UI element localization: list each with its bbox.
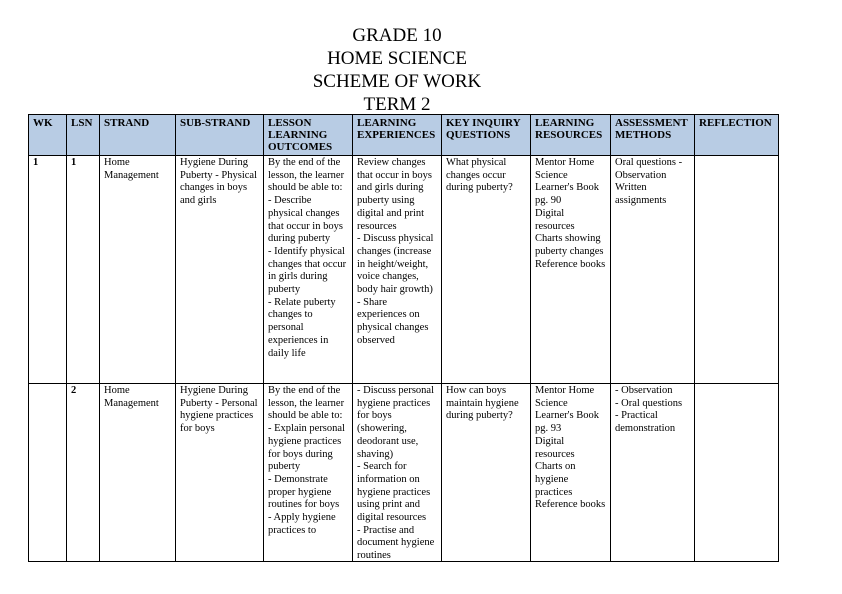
cell-reflection: [695, 384, 779, 562]
header-experiences: LEARNING EXPERIENCES: [353, 115, 442, 156]
header-sub-strand: SUB-STRAND: [176, 115, 264, 156]
cell-experiences: Review changes that occur in boys and girls during puberty using digital and print resources - Discuss physical changes (increase in height/weight, voice changes, body hair growth) - Share experiences on physical changes observed: [353, 156, 442, 384]
cell-questions: What physical changes occur during puberty?: [442, 156, 531, 384]
table-row: [29, 156, 779, 384]
outcomes-text: By the end of the lesson, the learner should be able to: - Explain personal hygiene practices for boys during puberty - Demonstrate proper hygiene routines for boys - Apply hygiene practices to: [268, 385, 345, 536]
cell-experiences: [353, 384, 442, 562]
cell-resources: Mentor Home Science Learner's Book pg. 93 Digital resources Charts on hygiene practices Reference books: [531, 384, 611, 562]
cell-assessment: - Observation - Oral questions - Practical demonstration: [611, 384, 695, 562]
cell-strand: Home Management: [100, 156, 176, 384]
cell-wk: [29, 384, 67, 562]
cell-strand: Home Management: [100, 384, 176, 562]
header-questions: KEY INQUIRY QUESTIONS: [442, 115, 531, 156]
cell-sub-strand: Hygiene During Puberty - Personal hygiene practices for boys: [176, 384, 264, 562]
cell-outcomes: By the end of the lesson, the learner should be able to: - Describe physical changes that occur in boys during puberty - Identify physical changes that occur in girls during puberty - Relate puberty changes to personal experiences in daily life: [264, 156, 353, 384]
title-subject: HOME SCIENCE: [327, 48, 467, 69]
header-outcomes: LESSON LEARNING OUTCOMES: [264, 115, 353, 156]
header-strand: STRAND: [100, 115, 176, 156]
header-reflection: REFLECTION: [695, 115, 779, 156]
title-scheme: SCHEME OF WORK: [312, 71, 482, 92]
cell-lsn: 2: [67, 384, 100, 562]
title-grade: GRADE 10: [352, 25, 442, 46]
title-term: TERM 2: [363, 94, 431, 115]
header-resources: LEARNING RESOURCES: [531, 115, 611, 156]
cell-outcomes: [264, 384, 353, 562]
cell-lsn: 1: [67, 156, 100, 384]
cell-questions: How can boys maintain hygiene during puberty?: [442, 384, 531, 562]
cell-assessment: Oral questions - Observation Written assignments: [611, 156, 695, 384]
cell-sub-strand: Hygiene During Puberty - Physical changes in boys and girls: [176, 156, 264, 384]
document-title: [0, 24, 794, 116]
scheme-of-work-table: [28, 114, 779, 562]
cell-wk: 1: [29, 156, 67, 384]
header-assessment: ASSESSMENT METHODS: [611, 115, 695, 156]
table-row: [29, 384, 779, 562]
cell-resources: Mentor Home Science Learner's Book pg. 90 Digital resources Charts showing puberty changes Reference books: [531, 156, 611, 384]
header-wk: WK: [29, 115, 67, 156]
header-lsn: LSN: [67, 115, 100, 156]
cell-reflection: [695, 156, 779, 384]
experiences-text: - Discuss personal hygiene practices for boys (showering, deodorant use, shaving) - Search for information on hygiene practices using print and digital resources - Practise and document hygiene routines: [357, 385, 435, 561]
table-header-row: [29, 115, 779, 156]
